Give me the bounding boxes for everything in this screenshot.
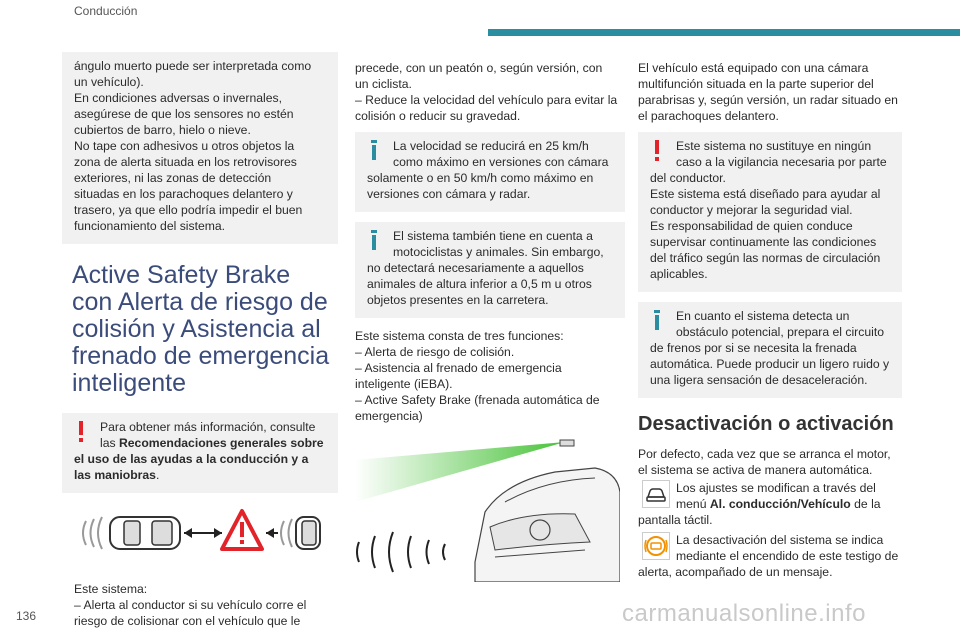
text-line: La desactivación del sistema se indica bbox=[676, 533, 884, 547]
text-line: el sistema se activa de manera automática. bbox=[638, 463, 873, 477]
section-title-line: colisión y Asistencia al bbox=[72, 315, 321, 343]
paragraph bbox=[638, 446, 902, 478]
text-line: supervisar continuamente las condiciones bbox=[650, 235, 877, 249]
text-line: situadas en los parachoques delantero y bbox=[74, 187, 293, 201]
text-line: cubiertos de barro, hielo o nieve. bbox=[74, 123, 251, 137]
section-title-line: inteligente bbox=[72, 369, 186, 397]
text-line: Este sistema no sustituye en ningún bbox=[676, 139, 872, 153]
warning-box bbox=[62, 413, 338, 493]
text-line: versiones con cámara y radar. bbox=[367, 187, 531, 201]
subsection-title: Desactivación o activación bbox=[638, 413, 894, 435]
text-line: el parachoques delantero. bbox=[638, 109, 779, 123]
text-line: En cuanto el sistema detecta un bbox=[676, 309, 850, 323]
text-line: riesgo de colisionar con el vehículo que le bbox=[74, 614, 301, 628]
settings-row bbox=[638, 480, 902, 528]
column-right bbox=[638, 60, 902, 584]
text-line: ángulo muerto puede ser interpretada como bbox=[74, 59, 312, 73]
text-line: colisión o reducir su gravedad. bbox=[355, 109, 521, 123]
text-line: las maniobras. bbox=[74, 468, 160, 482]
text-line: como máximo en versiones con cámara bbox=[393, 155, 609, 169]
warning-exclamation-icon bbox=[652, 140, 662, 162]
text-line: trasero, ya que ello podría impedir el buen bbox=[74, 203, 303, 217]
text-line: – Reduce la velocidad del vehículo para evitar la bbox=[355, 93, 618, 107]
text-line: Los ajustes se modifican a través del bbox=[676, 481, 876, 495]
warning-continued-box bbox=[62, 52, 338, 244]
text-line: En condiciones adversas o invernales, bbox=[74, 91, 282, 105]
info-icon bbox=[369, 230, 379, 252]
text-line: Este sistema: bbox=[74, 582, 148, 596]
text-line: – Active Safety Brake (frenada automática de bbox=[355, 393, 600, 407]
info-icon bbox=[652, 310, 662, 332]
warning-box bbox=[638, 132, 902, 292]
info-box bbox=[355, 222, 625, 318]
text-line: funcionamiento del sistema. bbox=[74, 219, 226, 233]
functions-list bbox=[355, 328, 625, 424]
text-line: zona de alerta situada en los retrovisores bbox=[74, 155, 297, 169]
text-line: mediante el encendido de este testigo de bbox=[676, 549, 899, 563]
text-line: asegúrese de que los sensores no estén bbox=[74, 107, 294, 121]
column-middle bbox=[355, 60, 625, 586]
text-line: inteligente (iEBA). bbox=[355, 377, 453, 391]
column-left bbox=[62, 52, 338, 637]
text-line: del conductor. bbox=[650, 171, 726, 185]
info-box bbox=[638, 302, 902, 398]
text-line: animales de altura inferior a 0,5 m u otros bbox=[367, 277, 592, 291]
info-icon bbox=[369, 140, 379, 162]
text-line: Este sistema está diseñado para ayudar al bbox=[650, 187, 881, 201]
paragraph bbox=[355, 60, 625, 124]
text-line: automática. Puede producir un ligero ruido y bbox=[650, 357, 890, 371]
header-accent-bar bbox=[488, 29, 960, 36]
text-line: Por defecto, cada vez que se arranca el motor, bbox=[638, 447, 891, 461]
paragraph bbox=[638, 60, 902, 124]
text-line: un vehículo). bbox=[74, 75, 144, 89]
vehicle-sensor-illustration bbox=[355, 432, 625, 586]
text-line: del tráfico según las normas de circulación bbox=[650, 251, 881, 265]
text-line: No tape con adhesivos u otros objetos la bbox=[74, 139, 295, 153]
text-line: un ciclista. bbox=[355, 77, 412, 91]
collision-warning-illustration bbox=[72, 503, 338, 567]
text-line: – Alerta al conductor si su vehículo corre el bbox=[74, 598, 307, 612]
text-line: obstáculo potencial, prepara el circuito bbox=[676, 325, 884, 339]
info-box bbox=[355, 132, 625, 212]
section-title-line: con Alerta de riesgo de bbox=[72, 288, 328, 316]
text-line: – Alerta de riesgo de colisión. bbox=[355, 345, 515, 359]
text-line: emergencia) bbox=[355, 409, 423, 423]
text-line: Es responsabilidad de quien conduce bbox=[650, 219, 853, 233]
text-line: Para obtener más información, consulte bbox=[100, 420, 316, 434]
warning-exclamation-icon bbox=[76, 421, 86, 443]
text-line: Este sistema consta de tres funciones: bbox=[355, 329, 564, 343]
text-line: precede, con un peatón o, según versión, con bbox=[355, 61, 603, 75]
text-line: parabrisas y, según versión, un radar situado en bbox=[638, 93, 898, 107]
text-line: multifunción situada en la parte superior del bbox=[638, 77, 874, 91]
text-line: una ligera sensación de desaceleración. bbox=[650, 373, 868, 387]
section-title-line: Active Safety Brake bbox=[72, 261, 291, 289]
text-line: caso a la vigilancia necesaria por parte bbox=[676, 155, 887, 169]
car-settings-icon bbox=[642, 480, 670, 508]
text-line: exteriores, ni las zonas de detección bbox=[74, 171, 272, 185]
text-line: no detectará necesariamente a aquellos bbox=[367, 261, 584, 275]
watermark: carmanualsonline.info bbox=[622, 600, 866, 627]
chapter-title: Conducción bbox=[74, 4, 138, 18]
section-title-line: frenado de emergencia bbox=[72, 342, 330, 370]
text-line: las Recomendaciones generales sobre bbox=[100, 436, 324, 450]
text-line: El sistema también tiene en cuenta a bbox=[393, 229, 593, 243]
collision-alert-warning-lamp-icon bbox=[642, 532, 670, 560]
text-line: de frenos por si se necesita la frenada bbox=[650, 341, 857, 355]
text-line: objetos presentes en la carretera. bbox=[367, 293, 549, 307]
text-line: menú Al. conducción/Vehículo de la bbox=[676, 497, 881, 511]
system-description bbox=[74, 581, 338, 629]
text-line: el uso de las ayudas a la conducción y a bbox=[74, 452, 309, 466]
text-line: alerta, acompañado de un mensaje. bbox=[638, 565, 833, 579]
text-line: pantalla táctil. bbox=[638, 513, 713, 527]
text-line: La velocidad se reducirá en 25 km/h bbox=[393, 139, 589, 153]
section-title bbox=[72, 262, 338, 397]
text-line: El vehículo está equipado con una cámara bbox=[638, 61, 869, 75]
text-line: – Asistencia al frenado de emergencia bbox=[355, 361, 562, 375]
page-number: 136 bbox=[16, 609, 37, 623]
text-line: motociclistas y animales. Sin embargo, bbox=[393, 245, 604, 259]
deactivation-row bbox=[638, 532, 902, 580]
text-line: aplicables. bbox=[650, 267, 708, 281]
text-line: solamente o en 50 km/h como máximo en bbox=[367, 171, 594, 185]
text-line: conductor y mejorar la seguridad vial. bbox=[650, 203, 853, 217]
